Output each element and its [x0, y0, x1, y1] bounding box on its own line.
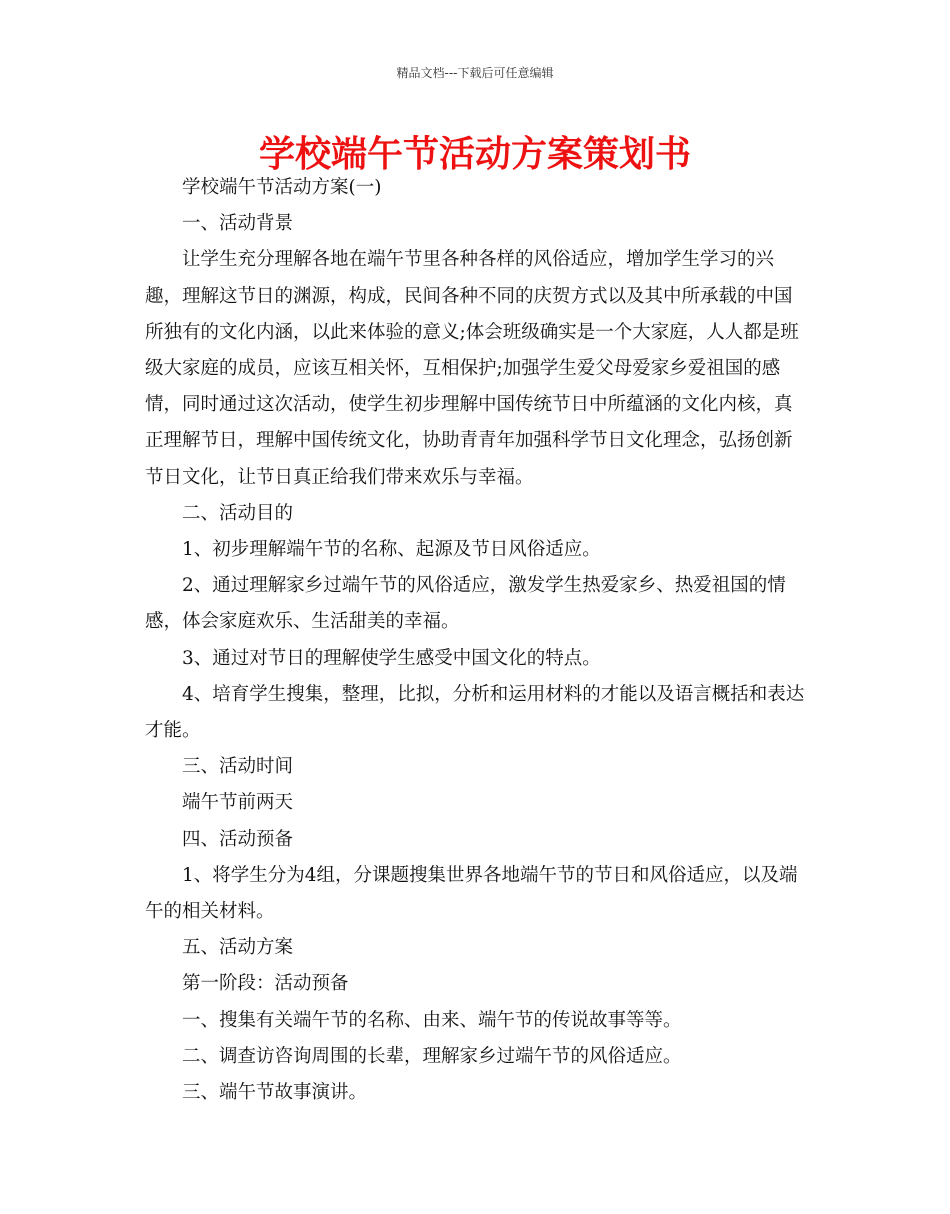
paragraph-line: 五、活动方案	[182, 937, 294, 959]
paragraph-line: 午的相关材料。	[145, 901, 275, 923]
paragraph-line: 端午节前两天	[182, 792, 294, 814]
document-body	[145, 170, 805, 1111]
document-title: 学校端午节活动方案策划书	[258, 134, 691, 175]
paragraph-line: 四、活动预备	[182, 828, 294, 850]
paragraph-line: 第一阶段：活动预备	[182, 973, 349, 995]
paragraph-line: 情，同时通过这次活动，使学生初步理解中国传统节日中所蕴涵的文化内核，真	[145, 394, 793, 416]
paragraph-line: 学校端午节活动方案(一)	[182, 177, 382, 198]
paragraph-line: 一、搜集有关端午节的名称、由来、端午节的传说故事等等。	[182, 1009, 682, 1031]
paragraph-line: 让学生充分理解各地在端午节里各种各样的风俗适应，增加学生学习的兴	[182, 249, 775, 271]
paragraph-line: 1、初步理解端午节的名称、起源及节日风俗适应。	[182, 539, 601, 561]
page-header: 精品文档---下载后可任意编辑	[396, 66, 554, 80]
paragraph-line: 三、端午节故事演讲。	[182, 1082, 368, 1104]
paragraph-line: 二、调查访咨询周围的长辈，理解家乡过端午节的风俗适应。	[182, 1045, 682, 1067]
paragraph-line: 2、通过理解家乡过端午节的风俗适应，激发学生热爱家乡、热爱祖国的情	[182, 575, 786, 597]
paragraph-line: 节日文化，让节日真正给我们带来欢乐与幸福。	[145, 466, 534, 488]
paragraph-line: 趣，理解这节日的渊源，构成，民间各种不同的庆贺方式以及其中所承载的中国	[145, 285, 793, 307]
paragraph-line: 所独有的文化内涵，以此来体验的意义;体会班级确实是一个大家庭，人人都是班	[145, 321, 799, 343]
paragraph-line: 级大家庭的成员，应该互相关怀，互相保护;加强学生爱父母爱家乡爱祖国的感	[145, 358, 781, 380]
paragraph-line: 4、培育学生搜集，整理，比拟，分析和运用材料的才能以及语言概括和表达	[182, 683, 805, 705]
paragraph-line: 正理解节日，理解中国传统文化，协助青青年加强科学节日文化理念，弘扬创新	[145, 430, 793, 452]
paragraph-line: 1、将学生分为4组，分课题搜集世界各地端午节的节日和风俗适应，以及端	[182, 864, 798, 886]
paragraph-line: 3、通过对节日的理解使学生感受中国文化的特点。	[182, 647, 601, 669]
paragraph-line: 感，体会家庭欢乐、生活甜美的幸福。	[145, 611, 460, 633]
paragraph-line: 三、活动时间	[182, 756, 294, 778]
paragraph-line: 二、活动目的	[182, 502, 294, 524]
paragraph-line: 才能。	[145, 720, 201, 742]
paragraph-line: 一、活动背景	[182, 213, 294, 235]
